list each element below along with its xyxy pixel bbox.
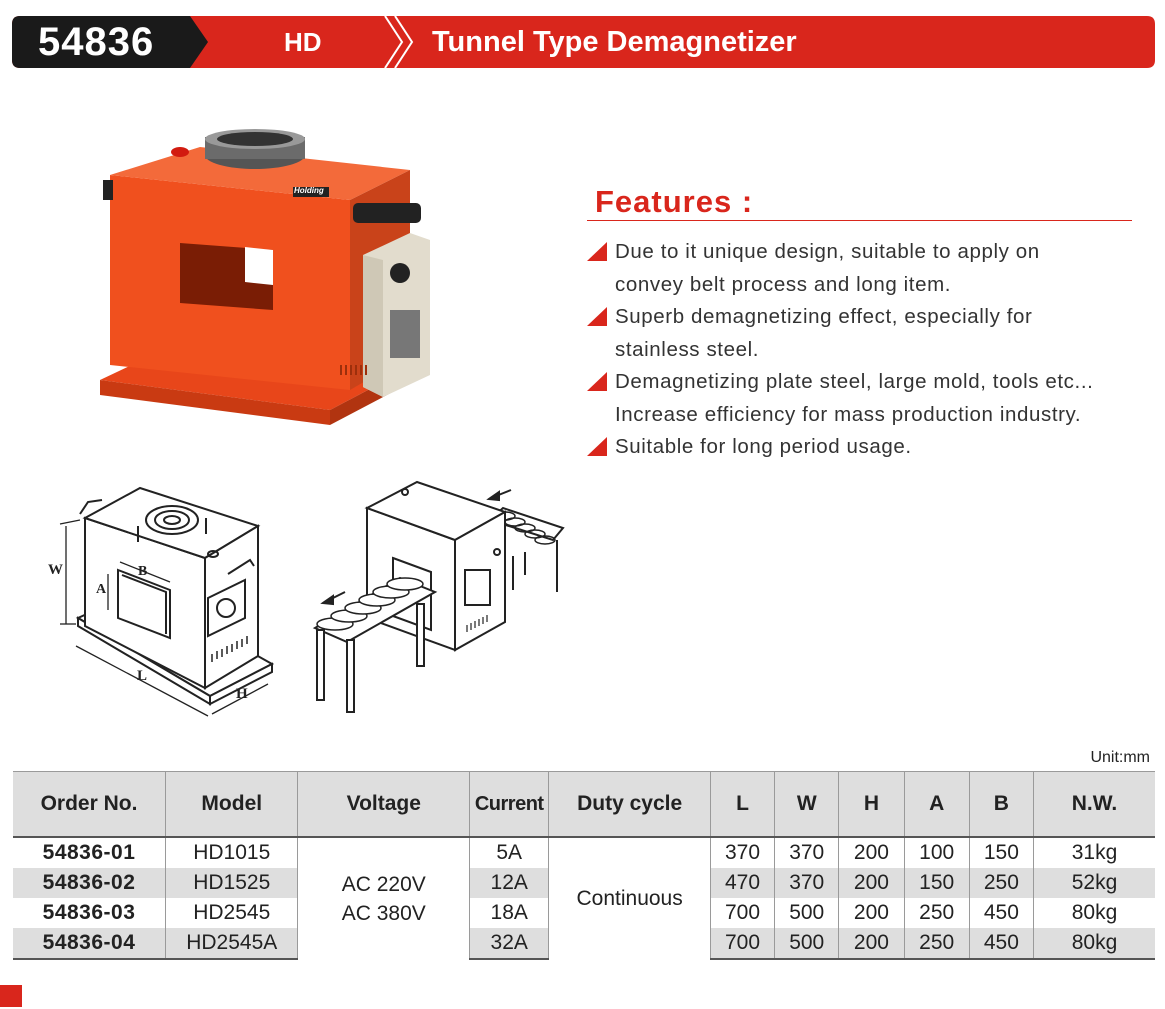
cell-order: 54836-02 [13, 868, 166, 898]
table-header-row [13, 772, 1155, 838]
cell-nw: 52kg [1034, 868, 1156, 898]
table-row [13, 837, 1155, 868]
features-rule [587, 220, 1132, 221]
cell-order: 54836-04 [13, 928, 166, 959]
cell-current: 18A [470, 898, 549, 928]
spec-table [13, 771, 1155, 960]
feature-item [587, 431, 1157, 464]
cell-current: 5A [470, 837, 549, 868]
dim-label-h: H [236, 686, 248, 702]
cell-a: 100 [904, 837, 969, 868]
conveyor-drawing [305, 480, 575, 715]
cell-duty-cycle: Continuous [549, 837, 711, 959]
feature-text: Due to it unique design, suitable to apply on convey belt process and long item. [615, 240, 1040, 296]
header-h: H [839, 772, 904, 838]
header-model: Model [166, 772, 298, 838]
header-l: L [710, 772, 774, 838]
feature-item [587, 366, 1157, 431]
header-voltage: Voltage [298, 772, 470, 838]
header-order-no: Order No. [13, 772, 166, 838]
cell-nw: 31kg [1034, 837, 1156, 868]
bullet-triangle-icon [587, 372, 607, 391]
feature-text: Superb demagnetizing effect, especially for stainless steel. [615, 305, 1033, 361]
cell-w: 500 [775, 928, 839, 959]
features-list [587, 236, 1157, 464]
voltage-380: AC 380V [341, 901, 426, 925]
voltage-220: AC 220V [341, 872, 426, 896]
feature-item [587, 236, 1157, 301]
dim-label-l: L [137, 668, 148, 684]
cell-order: 54836-03 [13, 898, 166, 928]
cell-b: 250 [969, 868, 1033, 898]
cell-a: 150 [904, 868, 969, 898]
cell-b: 450 [969, 928, 1033, 959]
unit-label: Unit:mm [1090, 749, 1150, 766]
header-b: B [969, 772, 1033, 838]
feature-text: Suitable for long period usage. [615, 435, 912, 458]
brand-logo-icon [0, 985, 22, 1007]
product-code: 54836 [38, 20, 155, 64]
cell-voltage [298, 837, 470, 959]
cell-h: 200 [839, 898, 904, 928]
dimension-drawing [40, 478, 280, 728]
brand-label: Holding [294, 186, 324, 195]
bullet-triangle-icon [587, 242, 607, 261]
bullet-triangle-icon [587, 437, 607, 456]
features-heading: Features : [595, 184, 754, 219]
cell-model: HD2545A [166, 928, 298, 959]
header-duty-cycle: Duty cycle [549, 772, 711, 838]
header-nw: N.W. [1034, 772, 1156, 838]
header-current: Current [470, 772, 549, 838]
cell-b: 450 [969, 898, 1033, 928]
cell-w: 500 [775, 898, 839, 928]
cell-b: 150 [969, 837, 1033, 868]
cell-h: 200 [839, 928, 904, 959]
cell-model: HD1015 [166, 837, 298, 868]
cell-nw: 80kg [1071, 901, 1118, 924]
cell-nw: 80kg [1034, 928, 1156, 959]
cell-model: HD2545 [166, 898, 298, 928]
cell-order: 54836-01 [13, 837, 166, 868]
header-a: A [904, 772, 969, 838]
cell-a: 250 [904, 928, 969, 959]
feature-item [587, 301, 1157, 366]
cell-current: 12A [470, 868, 549, 898]
cell-current: 32A [470, 928, 549, 959]
cell-w: 370 [775, 837, 839, 868]
cell-h: 200 [839, 837, 904, 868]
feature-text: Demagnetizing plate steel, large mold, tools etc... Increase efficiency for mass production industry. [615, 370, 1094, 426]
series-label: HD [284, 27, 322, 57]
header-w: W [775, 772, 839, 838]
cell-model: HD1525 [166, 868, 298, 898]
cell-l: 700 [710, 928, 774, 959]
dim-label-a: A [96, 582, 107, 597]
bullet-triangle-icon [587, 307, 607, 326]
dim-label-w: W [48, 562, 63, 578]
page-title: Tunnel Type Demagnetizer [432, 26, 797, 58]
cell-w: 370 [775, 868, 839, 898]
cell-h: 200 [839, 868, 904, 898]
cell-l: 700 [710, 898, 774, 928]
cell-l: 470 [710, 868, 774, 898]
dim-label-b: B [138, 564, 148, 579]
product-photo [95, 125, 440, 435]
cell-l: 370 [710, 837, 774, 868]
cell-a: 250 [904, 898, 969, 928]
header-banner [12, 16, 1155, 68]
